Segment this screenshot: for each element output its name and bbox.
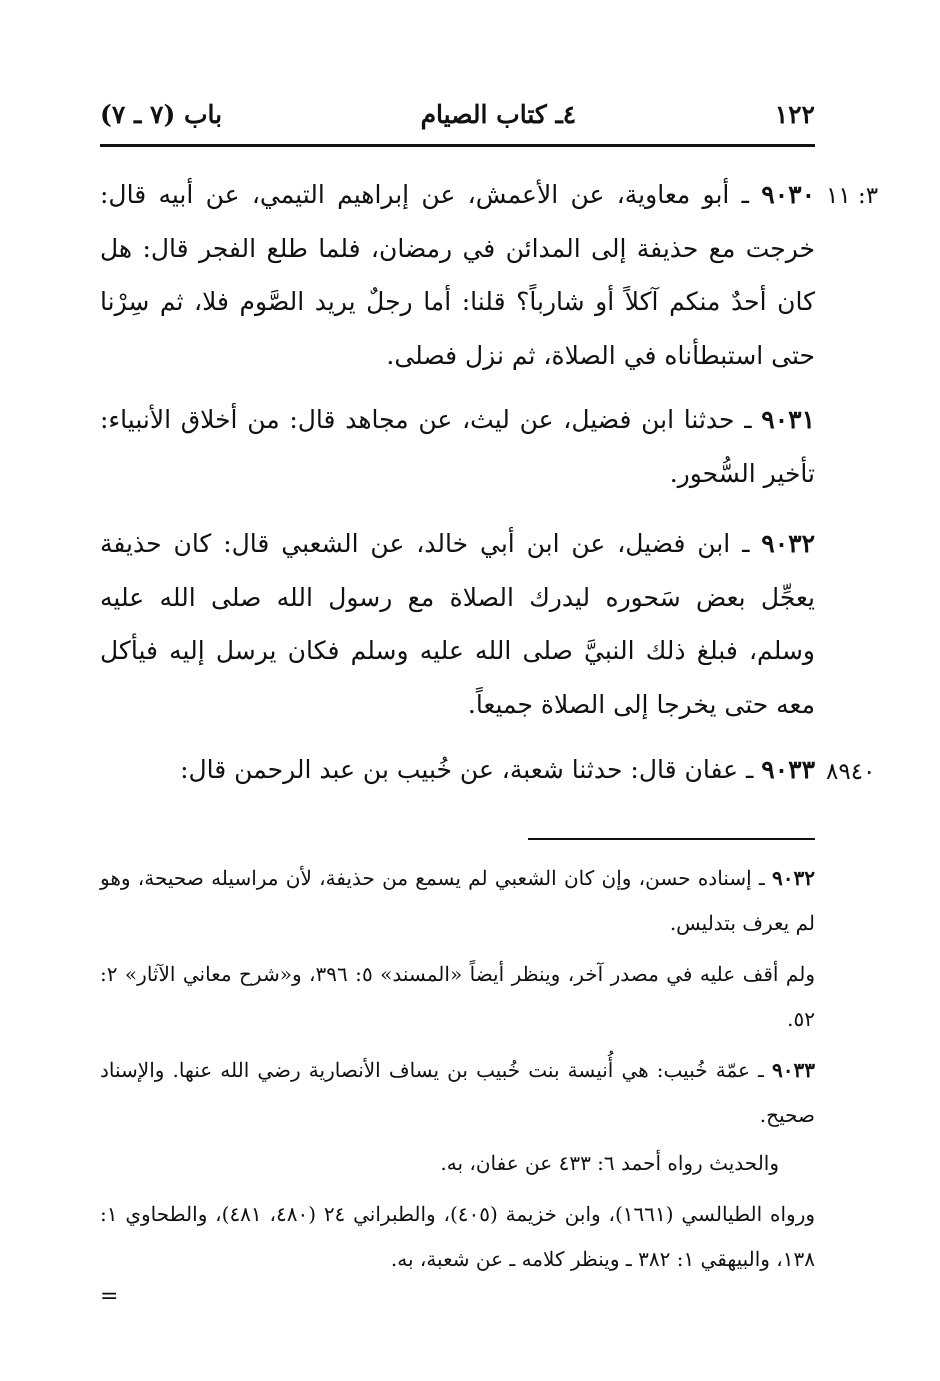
footnote-separator xyxy=(528,838,815,840)
margin-reference: ٨٩٤٠ xyxy=(826,759,876,785)
continuation-mark: = xyxy=(100,1284,119,1309)
header-rule xyxy=(100,144,815,147)
footnote xyxy=(100,1141,815,1186)
footnote xyxy=(100,1048,815,1138)
hadith-number: ٩٠٣٠ xyxy=(761,180,815,209)
footnote xyxy=(100,1192,815,1282)
hadith-number: ٩٠٣٢ xyxy=(761,529,815,558)
footnote-number: ٩٠٣٢ xyxy=(772,866,815,890)
footnote xyxy=(100,952,815,1042)
footnote xyxy=(100,856,815,946)
hadith-entry xyxy=(100,743,815,797)
page-number: ١٢٢ xyxy=(774,99,815,129)
footnote-text: ـ إسناده حسن، وإن كان الشعبي لم يسمع من حذيفة، لأن مراسيله صحيحة، وهو لم يعرف بتدليس. xyxy=(100,866,815,935)
footnote-text: ـ عمّة خُبيب: هي أُنيسة بنت خُبيب بن يساف الأنصارية رضي الله عنها. والإسناد صحيح. xyxy=(100,1058,815,1127)
margin-reference: ٣: ١١ xyxy=(826,183,879,209)
footnote-number: ٩٠٣٣ xyxy=(772,1058,815,1082)
hadith-text: ـ حدثنا ابن فضيل، عن ليث، عن مجاهد قال: من أخلاق الأنبياء: تأخير السُّحور. xyxy=(100,405,815,488)
hadith-number: ٩٠٣٣ xyxy=(761,755,815,784)
hadith-text: ـ ابن فضيل، عن ابن أبي خالد، عن الشعبي قال: كان حذيفة يعجِّل بعض سَحوره ليدرك الصلاة مع رسول الله صلى الله عليه وسلم، فبلغ ذلك النبيَّ صلى الله عليه وسلم فكان يرسل إليه فيأكل معه حتى يخرجا إلى الصلاة جميعاً. xyxy=(100,529,815,719)
footnote-text: ولم أقف عليه في مصدر آخر، وينظر أيضاً «المسند» ٥: ٣٩٦، و«شرح معاني الآثار» ٢: ٥٢. xyxy=(100,962,815,1031)
hadith-number: ٩٠٣١ xyxy=(761,405,815,434)
hadith-entry xyxy=(100,393,815,500)
footnote-text: ورواه الطيالسي (١٦٦١)، وابن خزيمة (٤٠٥)، والطبراني ٢٤ (٤٨٠، ٤٨١)، والطحاوي ١: ١٣٨، والبيهقي ١: ٣٨٢ ـ وينظر كلامه ـ عن شعبة، به. xyxy=(100,1202,816,1271)
chapter-title: ٤ـ كتاب الصيام xyxy=(420,99,577,129)
hadith-text: ـ عفان قال: حدثنا شعبة، عن خُبيب بن عبد الرحمن قال: xyxy=(180,755,762,784)
hadith-entry xyxy=(100,517,815,731)
footnote-text: والحديث رواه أحمد ٦: ٤٣٣ عن عفان، به. xyxy=(440,1151,779,1175)
running-header xyxy=(100,92,815,136)
hadith-entry xyxy=(100,168,815,382)
section-title: باب (٧ ـ ٧) xyxy=(100,99,223,129)
hadith-text: ـ أبو معاوية، عن الأعمش، عن إبراهيم التيمي، عن أبيه قال: خرجت مع حذيفة إلى المدائن في رمضان، فلما طلع الفجر قال: هل كان أحدٌ منكم آكلاً أو شارباً؟ قلنا: أما رجلٌ يريد الصَّوم فلا، ثم سِرْنا حتى استبطأناه في الصلاة، ثم نزل فصلى. xyxy=(100,180,815,370)
